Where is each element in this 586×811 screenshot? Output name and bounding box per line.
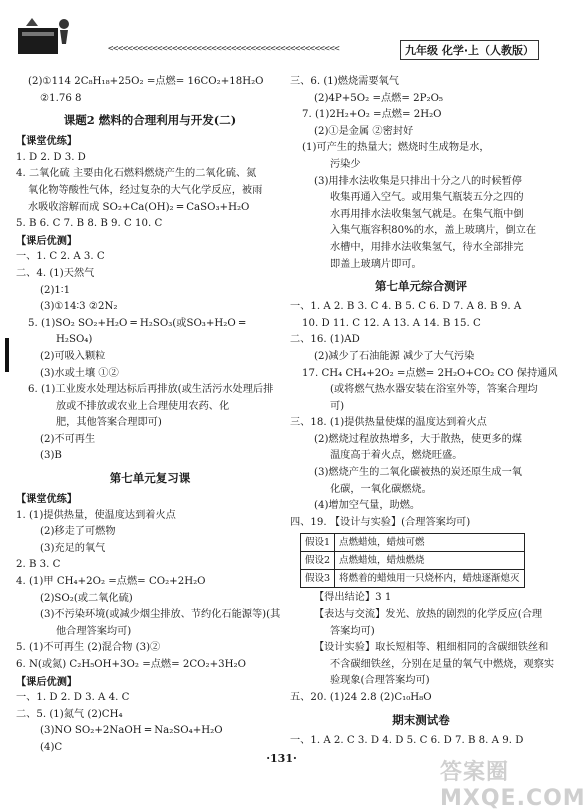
answer-line: 答案均可) <box>330 625 375 637</box>
answer-line: 【得出结论】3 1 <box>314 592 392 604</box>
table-row <box>301 552 525 570</box>
answer-line: 水槽中，用排水法收集氢气，待水全部排完 <box>330 241 524 253</box>
answer-line: 10. D 11. C 12. A 13. A 14. B 15. C <box>302 317 481 329</box>
answer-line: (4)C <box>40 741 63 753</box>
answer-line: H₂SO₄) <box>56 334 93 346</box>
experiment-table <box>300 533 525 588</box>
answer-line: 三、18. (1)提供热量使煤的温度达到着火点 <box>290 417 487 429</box>
table-cell: 假设2 <box>301 552 335 570</box>
table-row <box>301 570 525 588</box>
section-label: 【课后优测】 <box>16 234 78 247</box>
answer-line: (2)可吸入颗粒 <box>40 350 106 362</box>
section-label: 【课堂优练】 <box>16 493 78 506</box>
section-title: 第七单元复习课 <box>109 471 191 486</box>
answer-line: 4. (1)甲 CH₄+2O₂ =点燃= CO₂+2H₂O <box>16 576 206 588</box>
answer-line: 一、1. D 2. D 3. A 4. C <box>16 692 130 704</box>
answer-line: 一、1. A 2. B 3. C 4. B 5. C 6. D 7. A 8. B 9. A <box>290 301 522 313</box>
answer-line: (3)NO SO₂+2NaOH ═ Na₂SO₄+H₂O <box>40 725 223 737</box>
answer-line: 7. (1)2H₂+O₂ =点燃= 2H₂O <box>302 109 442 121</box>
table-row <box>301 534 525 552</box>
answer-line: 放或不排放或农业上合理使用农药、化 <box>56 400 230 412</box>
answer-line: 五、20. (1)24 2.8 (2)C₁₀H₈O <box>290 692 432 703</box>
section-title: 课题2 燃料的合理利用与开发(二) <box>63 113 237 128</box>
answer-line: (或将燃气热水器安装在浴室外等，答案合理均 <box>330 384 538 396</box>
answer-line: 二、4. (1)天然气 <box>16 267 95 279</box>
answer-line: (3)不污染环境(或减少烟尘排放、节约化石能源等)(其 <box>40 609 281 621</box>
answer-line: 5. (1)SO₂ SO₂+H₂O ═ H₂SO₃(或SO₃+H₂O ═ <box>28 317 246 329</box>
answer-line: (3)充足的氧气 <box>40 542 106 554</box>
answer-line: 三、6. (1)燃烧需要氧气 <box>290 76 399 87</box>
answer-line: (2)1∶1 <box>40 284 71 296</box>
right-column <box>290 74 558 749</box>
answer-line: 二、5. (1)氮气 (2)CH₄ <box>16 708 123 720</box>
answer-line: (2)4P+5O₂ =点燃= 2P₂O₅ <box>314 92 443 104</box>
answer-line: 即盖上玻璃片即可。 <box>330 258 422 270</box>
answer-line: 四、19. 【设计与实验】(合理答案均可) <box>290 516 471 528</box>
answer-line: 可) <box>330 400 345 412</box>
answer-line: 【表达与交流】发光、放热的剧烈的化学反应(合理 <box>314 609 543 621</box>
header-chevron-rule: <<<<<<<<<<<<<<<<<<<<<<<<<<<<<<<<<<<<<<<<<<<<<<< <box>108 44 340 54</box>
left-column <box>16 74 284 757</box>
answer-line: 氧化物等酸性气体，经过复杂的大气化学反应，被雨 <box>28 184 263 196</box>
answer-line: (2)减少了石油能源 减少了大气污染 <box>314 350 475 362</box>
section-label: 【课后优测】 <box>16 675 78 688</box>
answer-line: (2)移走了可燃物 <box>40 526 116 538</box>
answer-line: 6. (1)工业废水处理达标后再排放(或生活污水处理后排 <box>28 384 274 396</box>
answer-line: (2)SO₂(或二氧化硫) <box>40 592 133 604</box>
answer-line: (4)增加空气量，助燃。 <box>314 500 421 512</box>
answer-line: 2. B 3. C <box>16 559 61 571</box>
answer-line: (2)燃烧过程放热增多，大于散热，使更多的煤 <box>314 433 522 445</box>
page-number: ·131· <box>266 752 297 765</box>
header-title: 九年级 化学·上（人教版） <box>400 40 539 60</box>
answer-line: 一、1. A 2. C 3. D 4. D 5. C 6. D 7. B 8. A 9. D <box>290 734 524 746</box>
answer-line: 化碳，一氧化碳燃烧。 <box>330 483 432 495</box>
answer-line: 验现象(合理答案均可) <box>330 675 430 687</box>
answer-line: 他合理答案均可) <box>56 625 132 637</box>
table-cell: 将燃着的蜡烛用一只烧杯内，蜡烛逐渐熄灭 <box>335 570 525 588</box>
answer-line: (2)①是金属 ②密封好 <box>314 125 414 137</box>
answer-line: (2)不可再生 <box>40 433 96 445</box>
answer-line: 不含碳细铁丝，分别在足量的氧气中燃烧，观察实 <box>330 658 555 670</box>
answer-line: 6. N(或氮) C₂H₅OH+3O₂ =点燃= 2CO₂+3H₂O <box>16 659 246 670</box>
answer-line: (2)①114 2C₈H₁₈+25O₂ =点燃= 16CO₂+18H₂O <box>28 76 264 87</box>
watermark: 答案圈 MXQE.COM <box>440 760 586 811</box>
answer-line: 1. (1)提供热量，使温度达到着火点 <box>16 509 176 521</box>
answer-line: 水吸收溶解而成 SO₂+Ca(OH)₂ ═ CaSO₃+H₂O <box>28 201 250 213</box>
answer-line: 一、1. C 2. A 3. C <box>16 251 105 263</box>
table-cell: 假设1 <box>301 534 335 552</box>
page-header <box>0 0 563 70</box>
header-logo-icon <box>16 14 72 58</box>
answer-line: 5. (1)不可再生 (2)混合物 (3)② <box>16 642 161 654</box>
answer-line: 【设计实验】取长短相等、粗细相同的含碳细铁丝和 <box>314 642 549 654</box>
answer-line: (3)用排水法收集是只排出十分之八的时候暂停 <box>314 175 522 187</box>
table-cell: 假设3 <box>301 570 335 588</box>
answer-line: (3)B <box>40 450 62 462</box>
answer-line: (3)①14∶3 ②2N₂ <box>40 301 118 313</box>
answer-line: 水再用排水法收集氢气就是。在集气瓶中倒 <box>330 208 524 220</box>
section-title: 期末测试卷 <box>392 712 450 727</box>
answer-line: 5. B 6. C 7. B 8. B 9. C 10. C <box>16 218 163 230</box>
answer-line: 入集气瓶容积80%的水，盖上玻璃片，倒立在 <box>330 225 537 237</box>
section-label: 【课堂优练】 <box>16 135 78 148</box>
answer-line: 4. 二氧化硫 主要由化石燃料燃烧产生的二氧化硫、氮 <box>16 168 257 180</box>
answer-line: 温度高于着火点，燃烧旺盛。 <box>330 450 463 462</box>
answer-line: (3)水或土壤 ①② <box>40 367 119 379</box>
table-cell: 点燃蜡烛，蜡烛可燃 <box>335 534 525 552</box>
answer-line: 肥，其他答案合理即可) <box>56 417 162 429</box>
answer-line: 污染少 <box>330 158 361 170</box>
answer-line: 1. D 2. D 3. D <box>16 151 86 163</box>
section-title: 第七单元综合测评 <box>375 279 467 294</box>
margin-mark <box>5 338 9 372</box>
answer-line: 17. CH₄ CH₄+2O₂ =点燃= 2H₂O+CO₂ CO 保持通风 <box>302 367 558 379</box>
answer-line: ②1.76 8 <box>40 92 82 104</box>
answer-line: (1)可产生的热量大；燃烧时生成物是水， <box>302 142 490 154</box>
table-cell: 点燃蜡烛，蜡烛燃烧 <box>335 552 525 570</box>
answer-line: (3)燃烧产生的二氧化碳被热的炭还原生成一氧 <box>314 467 522 479</box>
answer-line: 收集再通入空气。或用集气瓶装五分之四的 <box>330 192 524 204</box>
answer-line: 二、16. (1)AD <box>290 334 360 346</box>
